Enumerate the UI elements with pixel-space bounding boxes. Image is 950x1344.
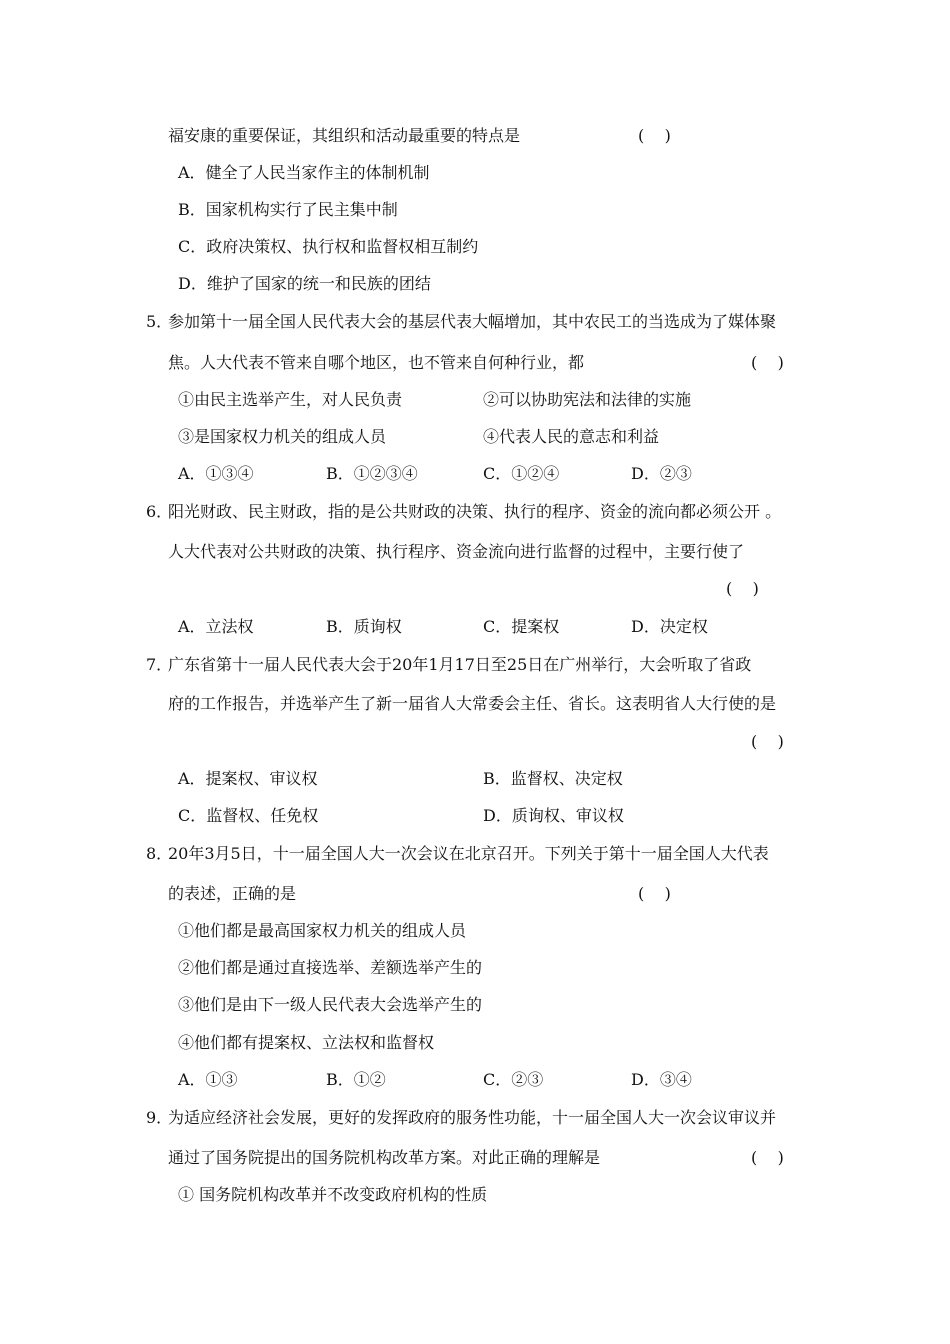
q7-option-b: B．监督权、决定权 — [483, 769, 623, 788]
q4-option-c: C．政府决策权、执行权和监督权相互制约 — [178, 237, 479, 256]
q7-option-a: A．提案权、审议权 — [178, 769, 318, 788]
q5-number: 5． — [146, 312, 173, 331]
q7-number: 7． — [146, 655, 173, 674]
q7-option-c: C．监督权、任免权 — [178, 806, 319, 825]
q5-item-4: ④代表人民的意志和利益 — [483, 427, 660, 446]
q8-item-2: ②他们都是通过直接选举、差额选举产生的 — [178, 958, 483, 977]
q5-option-a: A．①③④ — [178, 464, 254, 483]
q9-stem-line1: 为适应经济社会发展，更好的发挥政府的服务性功能，十一届全国人大一次会议审议并 — [168, 1108, 777, 1127]
q5-item-1: ①由民主选举产生，对人民负责 — [178, 390, 403, 409]
q6-stem-line2: 人大代表对公共财政的决策、执行程序、资金流向进行监督的过程中，主要行使了 — [168, 542, 745, 561]
q6-option-d: D．决定权 — [631, 617, 708, 636]
q5-option-d: D．②③ — [631, 464, 692, 483]
q5-item-3: ③是国家权力机关的组成人员 — [178, 427, 387, 446]
q6-option-a: A．立法权 — [178, 617, 254, 636]
q9-number: 9． — [146, 1108, 173, 1127]
q5-stem-line1: 参加第十一届全国人民代表大会的基层代表大幅增加，其中农民工的当选成为了媒体聚 — [168, 312, 777, 331]
q6-answer-blank: ( ) — [726, 579, 759, 598]
q8-item-4: ④他们都有提案权、立法权和监督权 — [178, 1033, 435, 1052]
q5-option-b: B．①②③④ — [326, 464, 418, 483]
q7-stem-line2: 府的工作报告，并选举产生了新一届省人大常委会主任、省长。这表明省人大行使的是 — [168, 694, 777, 713]
q8-option-c: C．②③ — [483, 1070, 544, 1089]
q5-answer-blank: ( ) — [751, 353, 784, 372]
q5-item-2: ②可以协助宪法和法律的实施 — [483, 390, 692, 409]
q5-option-c: C．①②④ — [483, 464, 560, 483]
q4-stem-continuation: 福安康的重要保证，其组织和活动最重要的特点是 — [168, 126, 521, 145]
q6-stem-line1: 阳光财政、民主财政，指的是公共财政的决策、执行的程序、资金的流向都必须公开 。 — [168, 502, 782, 521]
q5-stem-line2: 焦。人大代表不管来自哪个地区，也不管来自何种行业，都 — [168, 353, 585, 372]
q7-stem-line1: 广东省第十一届人民代表大会于20年1月17日至25日在广州举行，大会听取了省政 — [168, 655, 752, 674]
q8-stem-line2: 的表述，正确的是 — [168, 884, 297, 903]
q4-option-a: A．健全了人民当家作主的体制机制 — [178, 163, 430, 182]
q6-option-c: C．提案权 — [483, 617, 560, 636]
q6-option-b: B．质询权 — [326, 617, 402, 636]
q8-item-1: ①他们都是最高国家权力机关的组成人员 — [178, 921, 467, 940]
q8-item-3: ③他们是由下一级人民代表大会选举产生的 — [178, 995, 483, 1014]
q8-number: 8． — [146, 844, 173, 863]
q9-answer-blank: ( ) — [751, 1148, 784, 1167]
q9-stem-line2: 通过了国务院提出的国务院机构改革方案。对此正确的理解是 — [168, 1148, 601, 1167]
q8-option-a: A．①③ — [178, 1070, 238, 1089]
q7-option-d: D．质询权、审议权 — [483, 806, 624, 825]
q4-option-b: B．国家机构实行了民主集中制 — [178, 200, 398, 219]
q8-option-b: B．①② — [326, 1070, 386, 1089]
q8-stem-line1: 20年3月5日，十一届全国人大一次会议在北京召开。下列关于第十一届全国人大代表 — [168, 844, 769, 863]
q9-item-1: ① 国务院机构改革并不改变政府机构的性质 — [178, 1185, 488, 1204]
q8-answer-blank: ( ) — [638, 884, 671, 903]
q4-option-d: D．维护了国家的统一和民族的团结 — [178, 274, 431, 293]
q6-number: 6． — [146, 502, 173, 521]
q7-answer-blank: ( ) — [751, 732, 784, 751]
q4-answer-blank: ( ) — [638, 126, 671, 145]
q8-option-d: D．③④ — [631, 1070, 692, 1089]
